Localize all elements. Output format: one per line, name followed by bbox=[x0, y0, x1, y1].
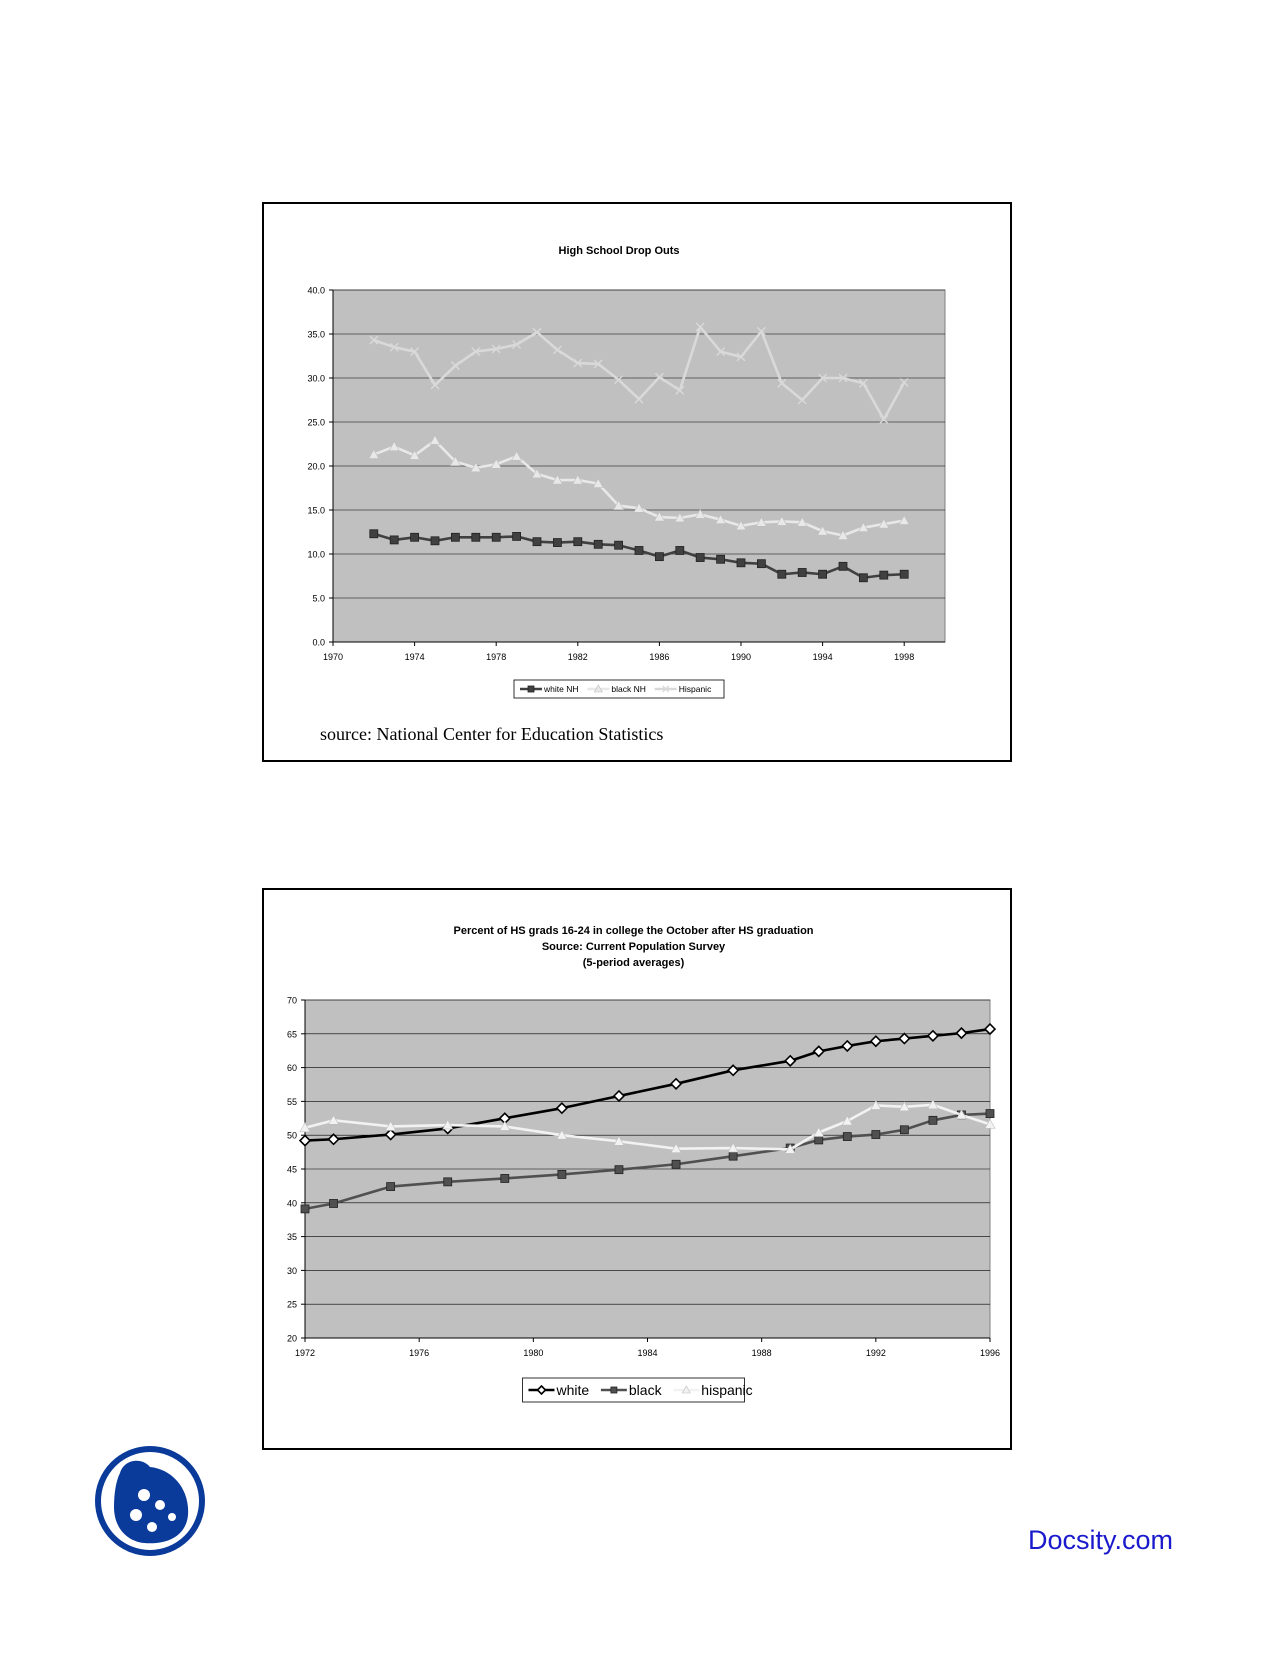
y-tick-label: 60 bbox=[286, 1063, 297, 1074]
legend-swatch-marker bbox=[611, 1387, 617, 1393]
data-point bbox=[986, 1110, 994, 1118]
legend-label: hispanic bbox=[701, 1382, 753, 1399]
y-tick-label: 40.0 bbox=[307, 285, 325, 296]
data-point bbox=[676, 546, 684, 554]
dropouts-chart-frame bbox=[262, 202, 1012, 762]
data-point bbox=[411, 533, 419, 541]
y-tick-label: 40 bbox=[286, 1198, 297, 1209]
college-enrollment-chart-frame bbox=[262, 888, 1012, 1450]
y-tick-label: 30.0 bbox=[307, 373, 325, 384]
x-tick-label: 1982 bbox=[567, 652, 588, 662]
data-point bbox=[737, 559, 745, 567]
x-tick-label: 1996 bbox=[979, 1348, 1001, 1358]
x-tick-label: 1992 bbox=[865, 1348, 886, 1358]
y-tick-label: 20.0 bbox=[307, 461, 325, 472]
y-tick-label: 15.0 bbox=[307, 505, 325, 516]
docsity-link[interactable]: Docsity.com bbox=[1028, 1525, 1174, 1555]
data-point bbox=[798, 568, 806, 576]
legend-label: white NH bbox=[544, 684, 579, 695]
data-point bbox=[778, 570, 786, 578]
data-point bbox=[900, 1126, 908, 1134]
data-point bbox=[757, 560, 765, 568]
data-point bbox=[729, 1152, 737, 1160]
x-tick-label: 1998 bbox=[894, 652, 915, 662]
data-point bbox=[696, 554, 704, 562]
data-point bbox=[929, 1116, 937, 1124]
data-point bbox=[390, 536, 398, 544]
x-tick-label: 1984 bbox=[637, 1348, 658, 1358]
data-point bbox=[815, 1136, 823, 1144]
data-point bbox=[492, 533, 500, 541]
data-point bbox=[872, 1131, 880, 1139]
y-tick-label: 45 bbox=[286, 1164, 297, 1175]
y-tick-label: 10.0 bbox=[307, 549, 325, 560]
y-tick-label: 30 bbox=[286, 1265, 297, 1276]
y-tick-label: 5.0 bbox=[312, 593, 325, 604]
chart-title: Percent of HS grads 16-24 in college the October after HS graduation bbox=[453, 925, 814, 937]
data-point bbox=[533, 538, 541, 546]
data-point bbox=[594, 540, 602, 548]
data-point bbox=[574, 538, 582, 546]
data-point bbox=[859, 574, 867, 582]
legend bbox=[514, 680, 724, 698]
data-point bbox=[880, 571, 888, 579]
legend-swatch-marker bbox=[528, 686, 534, 692]
x-tick-label: 1990 bbox=[730, 652, 752, 662]
x-tick-label: 1974 bbox=[404, 652, 425, 662]
x-tick-label: 1972 bbox=[294, 1348, 316, 1358]
y-tick-label: 55 bbox=[286, 1096, 297, 1107]
data-point bbox=[431, 537, 439, 545]
data-point bbox=[839, 562, 847, 570]
y-tick-label: 0.0 bbox=[312, 637, 325, 648]
data-point bbox=[635, 546, 643, 554]
y-tick-label: 65 bbox=[286, 1029, 297, 1040]
y-tick-label: 35.0 bbox=[307, 329, 325, 340]
legend-label: white bbox=[556, 1382, 590, 1399]
data-point bbox=[330, 1199, 338, 1207]
data-point bbox=[615, 1166, 623, 1174]
y-tick-label: 20 bbox=[286, 1333, 297, 1344]
data-point bbox=[819, 570, 827, 578]
data-point bbox=[655, 553, 663, 561]
data-point bbox=[615, 541, 623, 549]
x-tick-label: 1976 bbox=[409, 1348, 430, 1358]
x-tick-label: 1986 bbox=[649, 652, 670, 662]
data-point bbox=[370, 530, 378, 538]
chart-title: High School Drop Outs bbox=[558, 245, 680, 257]
data-point bbox=[900, 570, 908, 578]
data-point bbox=[843, 1133, 851, 1141]
dropouts-chart bbox=[264, 204, 1010, 760]
x-tick-label: 1994 bbox=[812, 652, 833, 662]
y-tick-label: 70 bbox=[286, 995, 297, 1006]
y-tick-label: 25.0 bbox=[307, 417, 325, 428]
data-point bbox=[558, 1170, 566, 1178]
docsity-ladybug-icon bbox=[94, 1445, 206, 1557]
legend-label: Hispanic bbox=[678, 684, 712, 695]
legend-label: black bbox=[628, 1382, 662, 1399]
data-point bbox=[717, 555, 725, 563]
legend-label: black NH bbox=[611, 684, 646, 695]
data-point bbox=[301, 1205, 309, 1213]
data-point bbox=[472, 533, 480, 541]
data-point bbox=[513, 532, 521, 540]
data-point bbox=[672, 1160, 680, 1168]
data-point bbox=[501, 1174, 509, 1182]
y-tick-label: 50 bbox=[286, 1130, 297, 1141]
chart-title: (5-period averages) bbox=[582, 957, 685, 969]
data-point bbox=[444, 1178, 452, 1186]
x-tick-label: 1988 bbox=[751, 1348, 772, 1358]
x-tick-label: 1970 bbox=[322, 652, 344, 662]
y-tick-label: 25 bbox=[286, 1299, 297, 1310]
legend bbox=[523, 1378, 753, 1402]
chart-title: Source: Current Population Survey bbox=[541, 941, 726, 953]
data-point bbox=[553, 539, 561, 547]
college-enrollment-chart bbox=[264, 890, 1010, 1448]
y-tick-label: 35 bbox=[286, 1232, 297, 1243]
source-note: source: National Center for Education Statistics bbox=[320, 724, 664, 744]
data-point bbox=[387, 1183, 395, 1191]
x-tick-label: 1978 bbox=[486, 652, 507, 662]
data-point bbox=[451, 533, 459, 541]
x-tick-label: 1980 bbox=[523, 1348, 544, 1358]
